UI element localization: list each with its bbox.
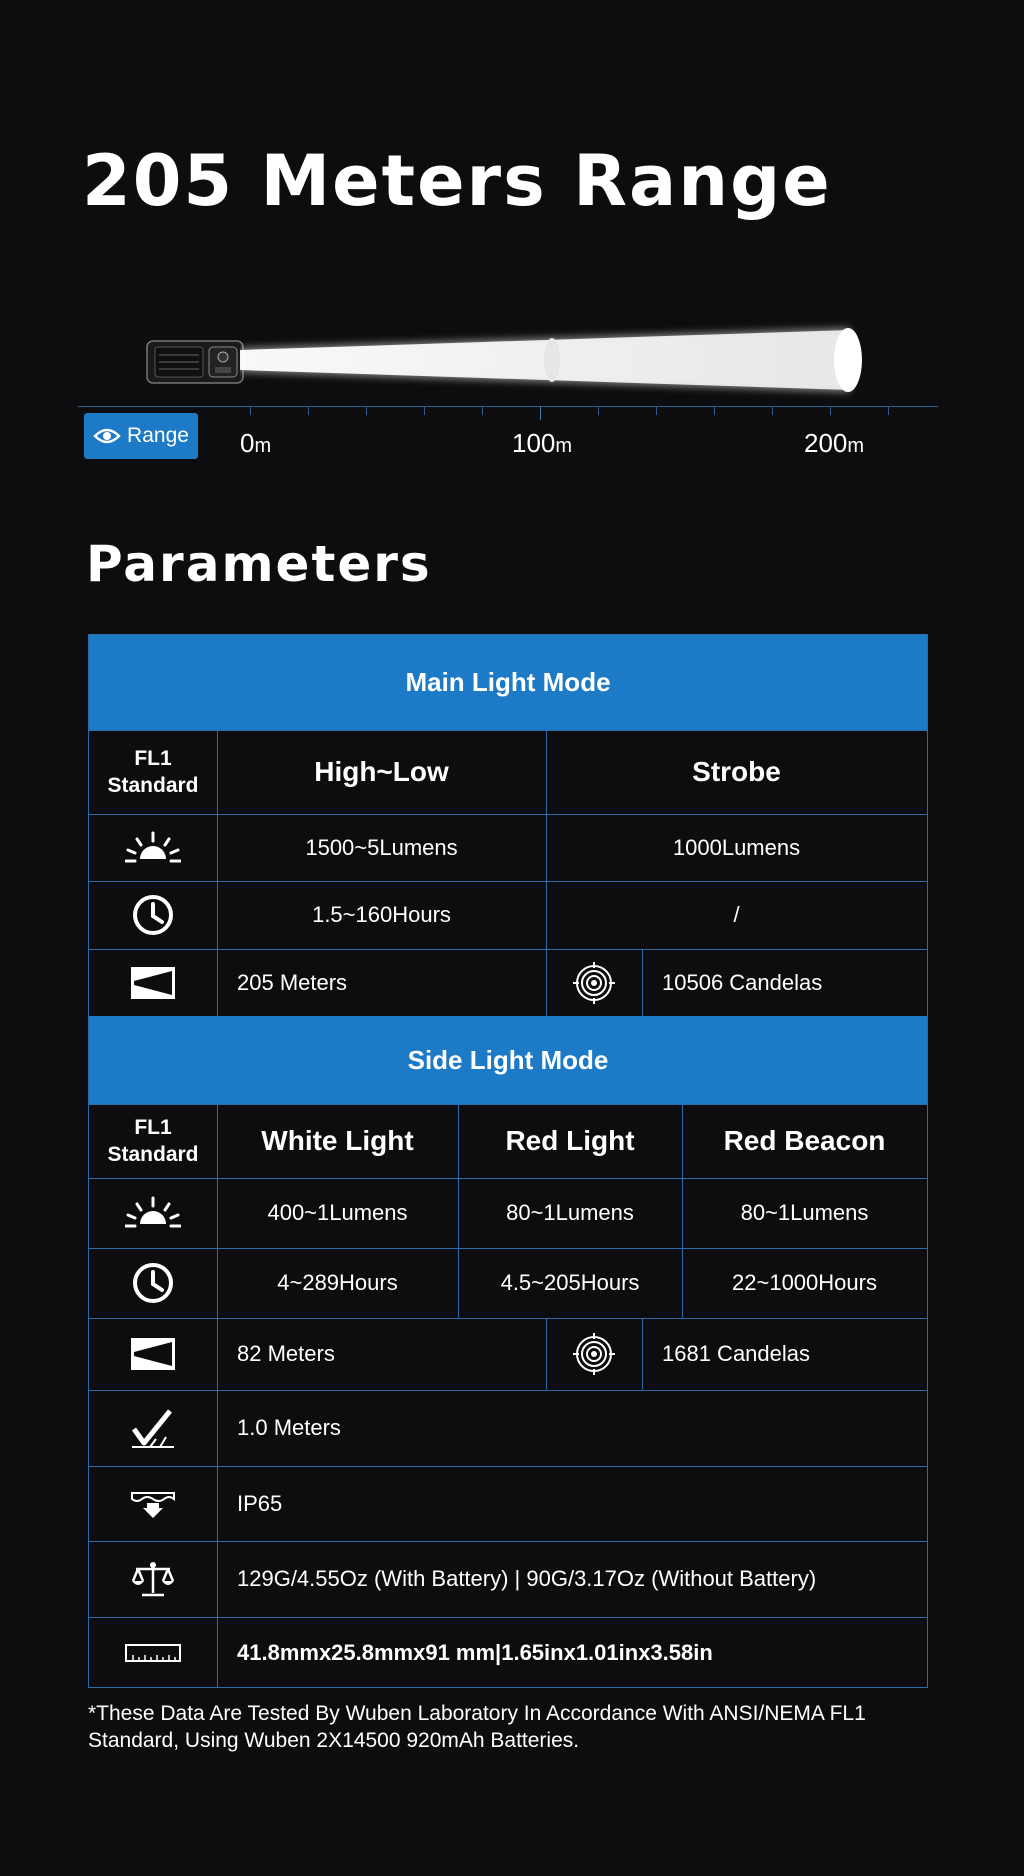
- range-axis: [78, 406, 938, 407]
- clock-icon-side: [89, 1248, 217, 1318]
- main-mode-header: Main Light Mode: [89, 635, 927, 730]
- range-label-0: 0m: [240, 428, 272, 458]
- main-hours-high-low: 1.5~160Hours: [312, 902, 451, 927]
- flashlight-image: [145, 337, 249, 387]
- range-label-100: 100m: [512, 428, 573, 458]
- weight-value: 129G/4.55Oz (With Battery) | 90G/3.17Oz (Without Battery): [237, 1566, 817, 1591]
- impact-value: 1.0 Meters: [237, 1415, 341, 1440]
- light-beam: [240, 320, 870, 400]
- weight-scale-icon: [89, 1541, 217, 1617]
- waterproof-value: IP65: [237, 1490, 283, 1516]
- side-candela: 1681 Candelas: [662, 1341, 811, 1366]
- side-distance: 82 Meters: [237, 1341, 335, 1366]
- side-lumens-white: 400~1Lumens: [267, 1200, 408, 1225]
- main-lumens-high-low: 1500~5Lumens: [305, 834, 458, 860]
- main-hours-strobe: /: [733, 902, 740, 927]
- eye-icon: [93, 427, 121, 445]
- beam-distance-icon: [89, 949, 217, 1016]
- page-title: 205 Meters Range: [82, 140, 832, 222]
- side-col-red-light: Red Light: [505, 1125, 635, 1156]
- side-col-white-light: White Light: [261, 1125, 414, 1156]
- clock-icon: [89, 881, 217, 949]
- side-mode-header: Side Light Mode: [89, 1016, 927, 1104]
- fl1-standard-label: FL1 Standard: [107, 747, 199, 797]
- range-section: [0, 300, 1024, 480]
- section-title: Parameters: [86, 535, 432, 593]
- size-value: 41.8mmx25.8mmx91 mm|1.65inx1.01inx3.58in: [237, 1639, 713, 1665]
- side-hours-beacon: 22~1000Hours: [732, 1270, 877, 1295]
- side-hours-red: 4.5~205Hours: [500, 1270, 640, 1295]
- main-col-strobe: Strobe: [692, 756, 781, 787]
- main-distance: 205 Meters: [237, 969, 348, 995]
- range-label-200: 200m: [804, 428, 865, 458]
- range-badge-label: Range: [127, 424, 189, 447]
- range-badge: [84, 413, 198, 459]
- side-hours-white: 4~289Hours: [277, 1270, 398, 1295]
- impact-resistance-icon: [89, 1390, 217, 1466]
- waterproof-icon: [89, 1466, 217, 1541]
- main-candela: 10506 Candelas: [662, 969, 823, 995]
- side-lumens-red: 80~1Lumens: [506, 1200, 634, 1225]
- sun-icon-side: [89, 1178, 217, 1248]
- parameters-table: [88, 634, 928, 1688]
- target-candela-icon-side: [546, 1318, 642, 1390]
- sun-icon: [89, 814, 217, 881]
- side-lumens-beacon: 80~1Lumens: [740, 1200, 869, 1225]
- footnote: *These Data Are Tested By Wuben Laboratory In Accordance With ANSI/NEMA FL1 Standard, Using Wuben 2X14500 920mAh Batteries.: [88, 1702, 866, 1752]
- main-col-high-low: High~Low: [314, 756, 449, 787]
- beam-distance-icon-side: [89, 1318, 217, 1390]
- target-candela-icon: [546, 949, 642, 1016]
- ruler-icon: [89, 1617, 217, 1688]
- side-col-red-beacon: Red Beacon: [723, 1125, 886, 1156]
- main-lumens-strobe: 1000Lumens: [672, 834, 801, 860]
- fl1-standard-label-side: FL1 Standard: [107, 1116, 199, 1166]
